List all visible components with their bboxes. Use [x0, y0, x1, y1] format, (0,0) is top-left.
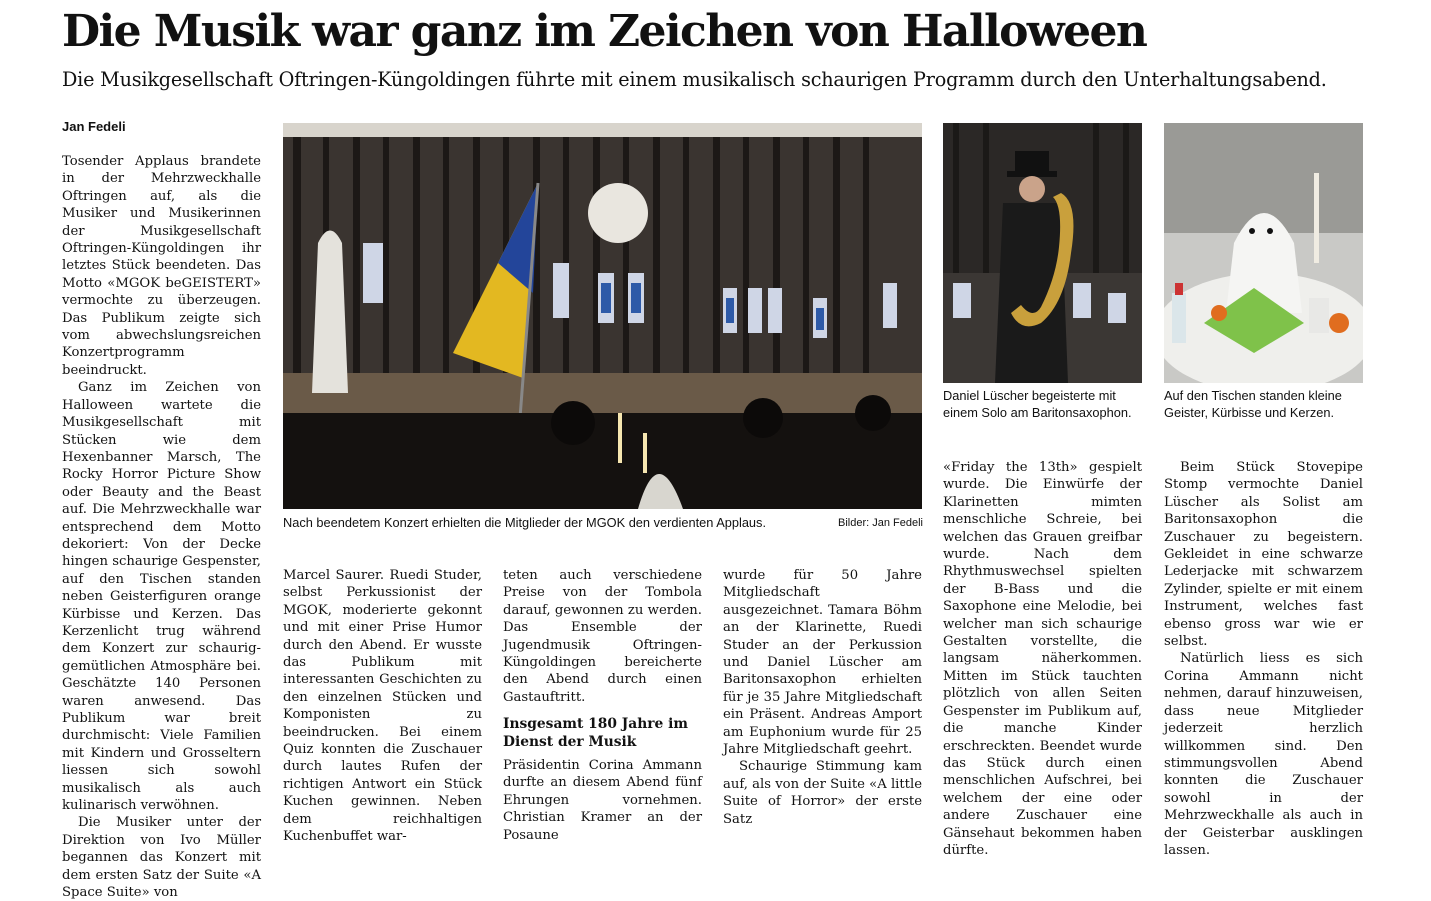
paragraph: Marcel Saurer. Ruedi Studer, selbst Perkussionist der MGOK, moderierte gekonnt und mit einer Prise Humor durch den Abend. Er wusste das Publikum mit interessanten Geschichten zu den einzelnen Stücken und Komponisten zu beeindrucken. Bei einem Quiz konnten die Zuschauer durch lautes Rufen der richtigen Antwort ein Stück Kuchen gewinnen. Neben dem reichhaltigen Kuchenbuffet war-: [283, 568, 482, 845]
body-column-5: [943, 459, 1142, 859]
tables-photo-caption: Auf den Tischen standen kleine Geister, Kürbisse und Kerzen.: [1164, 388, 1342, 420]
saxophone-photo: [943, 123, 1142, 383]
body-column-4: [723, 567, 922, 828]
paragraph: Die Musiker unter der Direktion von Ivo Müller begannen das Konzert mit dem ersten Satz der Suite «A Space Suite» von: [62, 815, 261, 901]
body-column-2: [283, 567, 482, 846]
paragraph: wurde für 50 Jahre Mitgliedschaft ausgezeichnet. Tamara Böhm an der Klarinette, Ruedi Studer an der Perkussion und Daniel Lüscher am Baritonsaxophon erhielten für je 35 Jahre Mitgliedschaft ein Präsent. Andreas Amport am Euphonium wurde für 25 Jahre Mitgliedschaft geehrt.: [723, 568, 922, 758]
saxophone-photo-caption: Daniel Lüscher begeisterte mit einem Solo am Baritonsaxophon.: [943, 388, 1132, 420]
paragraph: «Friday the 13th» gespielt wurde. Die Einwürfe der Klarinetten mimten menschliche Schreie, bei welchen das Grauen greifbar wurde. Nach dem Rhythmuswechsel spielten der B-Bass und die Saxophone eine Melodie, bei welcher man sich schaurige Gestalten vorstellte, die langsam näherkommen. Mitten im Stück tauchten plötzlich von allen Seiten Gespenster im Publikum auf, die manche Kinder erschreckten. Beendet wurde das Stück durch einen menschlichen Aufschrei, bei welchem der eine oder andere Zuschauer eine Gänsehaut bekommen haben dürfte.: [943, 460, 1142, 858]
subheading: Insgesamt 180 Jahre im Dienst der Musik: [503, 716, 688, 750]
paragraph: Beim Stück Stovepipe Stomp vermochte Daniel Lüscher als Solist am Baritonsaxophon die Zuschauer zu begeistern. Gekleidet in eine schwarze Lederjacke mit schwarzem Zylinder, spielte er mit einem Instrument, welches fast ebenso gross war wie er selbst.: [1164, 460, 1363, 650]
body-column-3: [503, 567, 702, 844]
concert-photo: [283, 123, 922, 509]
paragraph: Präsidentin Corina Ammann durfte an diesem Abend fünf Ehrungen vornehmen. Christian Kramer an der Posaune: [503, 758, 702, 843]
body-column-6: [1164, 459, 1363, 859]
paragraph: Natürlich liess es sich Corina Ammann nicht nehmen, darauf hinzuweisen, dass neue Mitglieder jederzeit herzlich willkommen sind. Den stimmungsvollen Abend konnten die Zuschauer sowohl in der Mehrzweckhalle als auch in der Geisterbar ausklingen lassen.: [1164, 651, 1363, 858]
author-byline: Jan Fedeli: [62, 119, 126, 134]
paragraph: teten auch verschiedene Preise von der Tombola darauf, gewonnen zu werden. Das Ensemble der Jugendmusik Oftringen-Küngoldingen bereicherte den Abend durch einen Gastauftritt.: [503, 568, 702, 705]
photo-credit: Bilder: Jan Fedeli: [838, 517, 923, 529]
headline: Die Musik war ganz im Zeichen von Halloween: [62, 6, 1147, 57]
lede: Die Musikgesellschaft Oftringen-Küngoldingen führte mit einem musikalisch schaurigen Programm durch den Unterhaltungsabend.: [62, 68, 1327, 91]
paragraph: Schaurige Stimmung kam auf, als von der Suite «A little Suite of Horror» der erste Satz: [723, 759, 922, 827]
tables-photo: [1164, 123, 1363, 383]
main-photo-caption: Nach beendetem Konzert erhielten die Mitglieder der MGOK den verdienten Applaus.: [283, 515, 767, 530]
paragraph: Tosender Applaus brandete in der Mehrzweckhalle Oftringen auf, als die Musiker und Musikerinnen der Musikgesellschaft Oftringen-Küngoldingen ihr letztes Stück beendeten. Das Motto «MGOK beGEISTERT» vermochte zu überzeugen. Das Publikum zeigte sich vom abwechslungsreichen Konzertprogramm beeindruckt.: [62, 154, 261, 378]
body-column-1: [62, 153, 261, 901]
paragraph: Ganz im Zeichen von Halloween wartete die Musikgesellschaft mit Stücken wie dem Hexenbanner Marsch, The Rocky Horror Picture Show oder Beauty and the Beast auf. Die Mehrzweckhalle war entsprechend dem Motto dekoriert: Von der Decke hingen schaurige Gespenster, auf den Tischen standen neben Geisterfiguren orange Kürbisse und Kerzen. Das Kerzenlicht trug während dem Konzert zur schaurig-gemütlichen Atmosphäre bei. Geschätzte 140 Personen waren anwesend. Das Publikum war breit durchmischt: Viele Familien mit Kindern und Grosseltern liessen sich sowohl musikalisch als auch kulinarisch verwöhnen.: [62, 380, 261, 814]
